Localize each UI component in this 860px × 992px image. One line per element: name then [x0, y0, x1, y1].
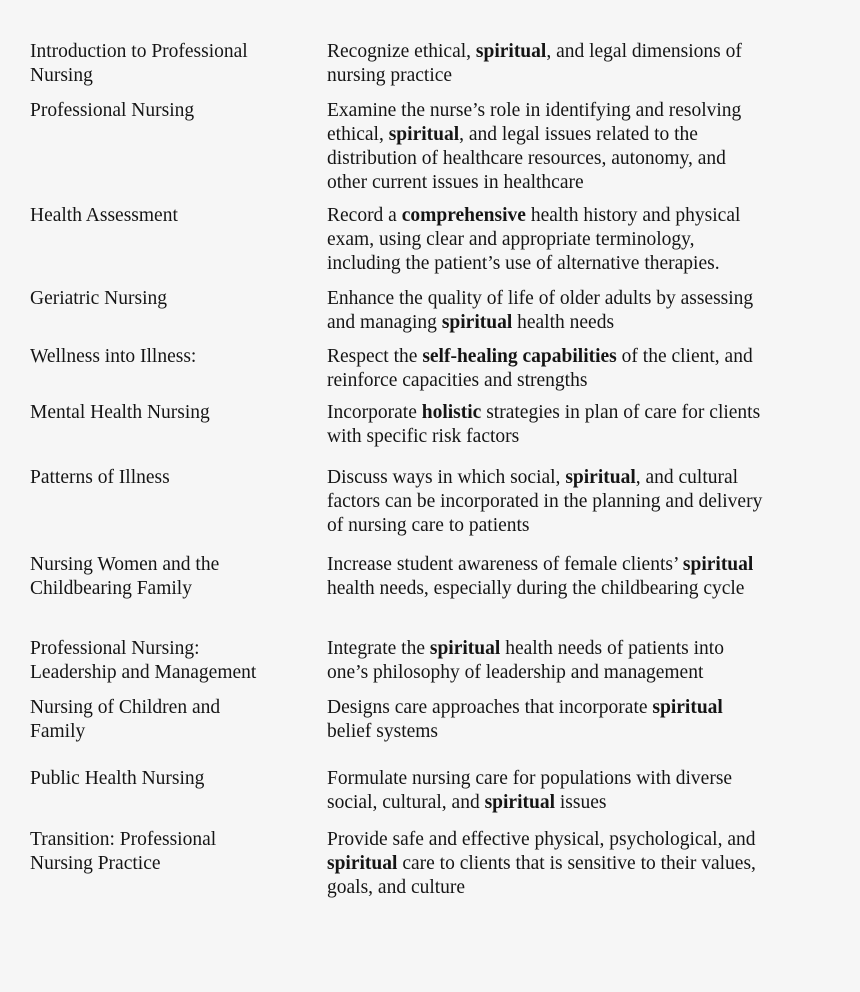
objective-text: Recognize ethical, [327, 41, 476, 62]
course-objective [327, 99, 847, 195]
course-objective [327, 637, 847, 685]
objective-text: health needs of patients into one’s philosophy of leadership and management [327, 638, 724, 683]
course-name: Professional Nursing: Leadership and Management [30, 638, 257, 683]
objective-text: issues [555, 792, 607, 813]
course-name: Nursing Women and the Childbearing Family [30, 554, 220, 599]
emphasized-term: spiritual [682, 554, 754, 575]
course-objective [327, 466, 847, 538]
objective-text: , and cultural factors can be incorporated in the planning and delivery of nursing care to patients [327, 467, 763, 536]
course-name: Health Assessment [30, 205, 178, 226]
emphasized-term: spiritual [388, 124, 460, 145]
course-name: Nursing of Children and Family [30, 697, 221, 742]
course-objective [327, 287, 847, 335]
course-objective [327, 767, 847, 815]
objective-text: health needs, especially during the childbearing cycle [327, 578, 745, 599]
objective-text: Formulate nursing care for populations with diverse social, cultural, and [327, 768, 733, 813]
course-name: Wellness into Illness: [30, 346, 197, 367]
course-name: Geriatric Nursing [30, 288, 167, 309]
objective-text: Increase student awareness of female clients’ [327, 554, 683, 575]
objective-text: Designs care approaches that incorporate [327, 697, 653, 718]
course-name: Introduction to Professional Nursing [30, 41, 248, 86]
objective-text: care to clients that is sensitive to their values, goals, and culture [327, 853, 756, 898]
emphasized-term: spiritual [565, 467, 636, 488]
course-name: Professional Nursing [30, 100, 195, 121]
objective-text: Enhance the quality of life of older adults by assessing and managing [327, 288, 754, 333]
course-objective [327, 696, 847, 744]
objective-text: health needs [512, 312, 615, 333]
course-objective [327, 40, 847, 88]
emphasized-term: spiritual [475, 41, 547, 62]
course-objective [327, 553, 847, 601]
objective-text: Respect the [327, 346, 423, 367]
emphasized-term: comprehensive [401, 205, 526, 226]
objective-text: Integrate the [327, 638, 430, 659]
course-name: Transition: Professional Nursing Practice [30, 829, 217, 874]
course-objective [327, 204, 847, 276]
objective-text: , and legal dimensions of nursing practice [327, 41, 742, 86]
course-objective [327, 828, 847, 900]
emphasized-term: spiritual [484, 792, 556, 813]
objective-text: health history and physical exam, using clear and appropriate terminology, including the patient’s use of alternative therapies. [327, 205, 741, 274]
objective-text: Examine the nurse’s role in identifying and resolving ethical, [327, 100, 742, 145]
emphasized-term: spiritual [652, 697, 723, 718]
objective-text: , and legal issues related to the distribution of healthcare resources, autonomy, and other current issues in healthcare [327, 124, 726, 193]
course-objective [327, 401, 847, 449]
objective-text: belief systems [327, 721, 439, 742]
emphasized-term: holistic [421, 402, 482, 423]
course-name: Patterns of Illness [30, 467, 170, 488]
objective-text: Discuss ways in which social, [327, 467, 566, 488]
objective-text: Record a [327, 205, 402, 226]
emphasized-term: spiritual [429, 638, 501, 659]
course-name: Mental Health Nursing [30, 402, 210, 423]
objective-text: Incorporate [327, 402, 422, 423]
objective-text: of the client, and reinforce capacities and strengths [327, 346, 753, 391]
objective-text: strategies in plan of care for clients with specific risk factors [327, 402, 761, 447]
course-objective [327, 345, 847, 393]
emphasized-term: self-healing capabilities [422, 346, 617, 367]
emphasized-term: spiritual [327, 853, 398, 874]
objective-text: Provide safe and effective physical, psychological, and [327, 829, 756, 850]
course-name: Public Health Nursing [30, 768, 205, 789]
emphasized-term: spiritual [441, 312, 513, 333]
